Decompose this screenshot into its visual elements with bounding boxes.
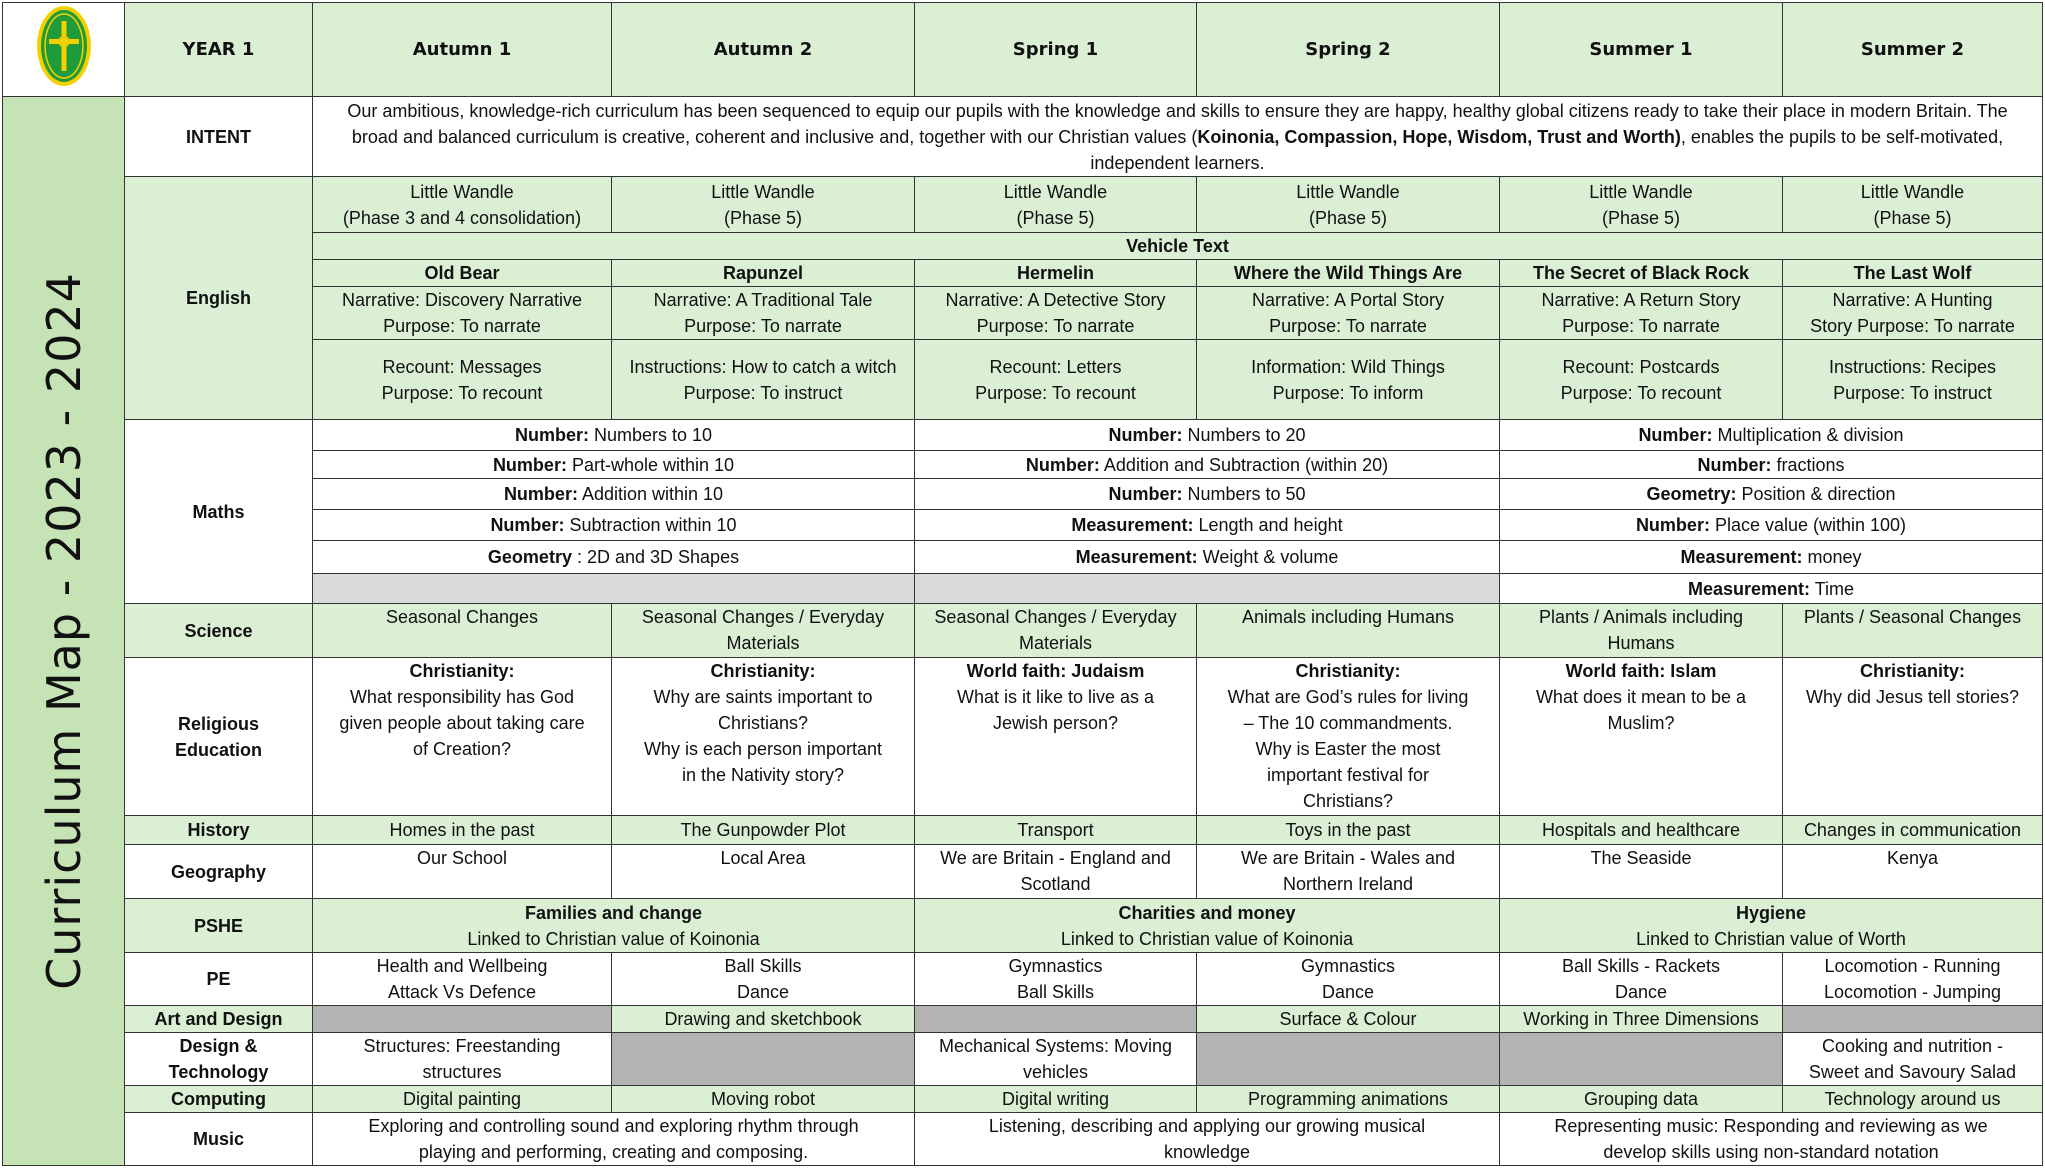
nonfiction-cell: Information: Wild Things Purpose: To inform [1197, 340, 1500, 420]
maths-autumn-item: Number: Subtraction within 10 [313, 510, 915, 541]
geography-cell: Local Area [612, 845, 915, 899]
dt-empty-cell [1500, 1033, 1783, 1086]
term-header-spring-1: Spring 1 [915, 3, 1197, 97]
art-empty-cell [915, 1006, 1197, 1033]
science-cell: Animals including Humans [1197, 604, 1500, 658]
dt-cell: Mechanical Systems: Moving vehicles [915, 1033, 1197, 1086]
narrative-cell: Narrative: A Hunting Story Purpose: To narrate [1783, 287, 2043, 340]
computing-cell: Digital writing [915, 1086, 1197, 1113]
narrative-cell: Narrative: Discovery Narrative Purpose: To narrate [313, 287, 612, 340]
re-cell: Christianity: What responsibility has God given people about taking care of Creation? [313, 658, 612, 816]
subject-pshe: PSHE [125, 899, 313, 953]
geography-cell: We are Britain - England and Scotland [915, 845, 1197, 899]
computing-cell: Moving robot [612, 1086, 915, 1113]
music-cell: Exploring and controlling sound and exploring rhythm through playing and performing, creating and composing. [313, 1113, 915, 1166]
maths-spring-item: Number: Addition and Subtraction (within 20) [915, 451, 1500, 479]
narrative-cell: Narrative: A Detective Story Purpose: To narrate [915, 287, 1197, 340]
history-cell: Changes in communication [1783, 816, 2043, 845]
subject-history: History [125, 816, 313, 845]
narrative-cell: Narrative: A Return Story Purpose: To narrate [1500, 287, 1783, 340]
pe-cell: Locomotion - Running Locomotion - Jumping [1783, 953, 2043, 1006]
term-header-spring-2: Spring 2 [1197, 3, 1500, 97]
maths-spring-item: Measurement: Length and height [915, 510, 1500, 541]
dt-cell: Cooking and nutrition - Sweet and Savoury Salad [1783, 1033, 2043, 1086]
maths-autumn-item: Number: Addition within 10 [313, 479, 915, 510]
nonfiction-cell: Instructions: How to catch a witch Purpose: To instruct [612, 340, 915, 420]
subject-computing: Computing [125, 1086, 313, 1113]
maths-summer-item: Number: Multiplication & division [1500, 420, 2043, 451]
maths-autumn-item: Number: Numbers to 10 [313, 420, 915, 451]
nonfiction-cell: Recount: Postcards Purpose: To recount [1500, 340, 1783, 420]
school-logo [3, 3, 125, 97]
book-title: Old Bear [313, 260, 612, 287]
phonics-cell: Little Wandle (Phase 3 and 4 consolidation) [313, 177, 612, 233]
art-cell: Working in Three Dimensions [1500, 1006, 1783, 1033]
computing-cell: Grouping data [1500, 1086, 1783, 1113]
maths-summer-item: Number: fractions [1500, 451, 2043, 479]
maths-spring-item: Number: Numbers to 20 [915, 420, 1500, 451]
subject-art-and-design: Art and Design [125, 1006, 313, 1033]
science-cell: Plants / Animals including Humans [1500, 604, 1783, 658]
book-title: Rapunzel [612, 260, 915, 287]
narrative-cell: Narrative: A Portal Story Purpose: To narrate [1197, 287, 1500, 340]
history-cell: The Gunpowder Plot [612, 816, 915, 845]
intent-label: INTENT [125, 97, 313, 177]
curriculum-table [2, 2, 2043, 1166]
science-cell: Seasonal Changes [313, 604, 612, 658]
pe-cell: Ball Skills - Rackets Dance [1500, 953, 1783, 1006]
school-crest-icon [34, 3, 94, 89]
subject-geography: Geography [125, 845, 313, 899]
subject-pe: PE [125, 953, 313, 1006]
pe-cell: Gymnastics Ball Skills [915, 953, 1197, 1006]
maths-summer-item: Number: Place value (within 100) [1500, 510, 2043, 541]
sidebar-title: Curriculum Map - 2023 - 2024 [36, 272, 91, 990]
pe-cell: Health and Wellbeing Attack Vs Defence [313, 953, 612, 1006]
nonfiction-cell: Recount: Letters Purpose: To recount [915, 340, 1197, 420]
year-header: YEAR 1 [125, 3, 313, 97]
subject-maths: Maths [125, 420, 313, 604]
pshe-cell: Charities and money Linked to Christian value of Koinonia [915, 899, 1500, 953]
computing-cell: Programming animations [1197, 1086, 1500, 1113]
art-cell: Drawing and sketchbook [612, 1006, 915, 1033]
intent-statement: Our ambitious, knowledge-rich curriculum has been sequenced to equip our pupils with the knowledge and skills to ensure they are happy, healthy global citizens ready to take their place in modern Britain. The broad and balanced curriculum is creative, coherent and inclusive and, together with our Christian values (Koinonia, Compassion, Hope, Wisdom, Trust and Worth), enables the pupils to be self-motivated, independent learners. [313, 97, 2043, 177]
re-cell: Christianity: What are God’s rules for living – The 10 commandments. Why is Easter the most important festival for Christians? [1197, 658, 1500, 816]
term-header-autumn-1: Autumn 1 [313, 3, 612, 97]
maths-autumn-item: Number: Part-whole within 10 [313, 451, 915, 479]
art-empty-cell [313, 1006, 612, 1033]
pshe-cell: Families and change Linked to Christian value of Koinonia [313, 899, 915, 953]
maths-autumn-item: Geometry : 2D and 3D Shapes [313, 541, 915, 574]
book-title: Hermelin [915, 260, 1197, 287]
art-empty-cell [1783, 1006, 2043, 1033]
book-title: The Last Wolf [1783, 260, 2043, 287]
nonfiction-cell: Instructions: Recipes Purpose: To instruct [1783, 340, 2043, 420]
history-cell: Transport [915, 816, 1197, 845]
re-cell: Christianity: Why did Jesus tell stories? [1783, 658, 2043, 816]
phonics-cell: Little Wandle (Phase 5) [1500, 177, 1783, 233]
re-cell: World faith: Judaism What is it like to live as a Jewish person? [915, 658, 1197, 816]
phonics-cell: Little Wandle (Phase 5) [1783, 177, 2043, 233]
history-cell: Toys in the past [1197, 816, 1500, 845]
science-cell: Seasonal Changes / Everyday Materials [915, 604, 1197, 658]
science-cell: Seasonal Changes / Everyday Materials [612, 604, 915, 658]
maths-summer-item: Measurement: Time [1500, 574, 2043, 604]
term-header-summer-2: Summer 2 [1783, 3, 2043, 97]
term-header-autumn-2: Autumn 2 [612, 3, 915, 97]
computing-cell: Technology around us [1783, 1086, 2043, 1113]
maths-empty-cell [313, 574, 915, 604]
science-cell: Plants / Seasonal Changes [1783, 604, 2043, 658]
christian-values: Koinonia, Compassion, Hope, Wisdom, Trust and Worth) [1197, 126, 1681, 147]
dt-empty-cell [612, 1033, 915, 1086]
pshe-cell: Hygiene Linked to Christian value of Worth [1500, 899, 2043, 953]
dt-cell: Structures: Freestanding structures [313, 1033, 612, 1086]
re-cell: World faith: Islam What does it mean to be a Muslim? [1500, 658, 1783, 816]
phonics-cell: Little Wandle (Phase 5) [1197, 177, 1500, 233]
book-title: The Secret of Black Rock [1500, 260, 1783, 287]
geography-cell: Our School [313, 845, 612, 899]
narrative-cell: Narrative: A Traditional Tale Purpose: To narrate [612, 287, 915, 340]
geography-cell: We are Britain - Wales and Northern Ireland [1197, 845, 1500, 899]
subject-science: Science [125, 604, 313, 658]
sidebar-title-cell [3, 97, 125, 1166]
dt-empty-cell [1197, 1033, 1500, 1086]
subject-design-technology: Design & Technology [125, 1033, 313, 1086]
maths-spring-item: Measurement: Weight & volume [915, 541, 1500, 574]
maths-empty-cell [915, 574, 1500, 604]
geography-cell: Kenya [1783, 845, 2043, 899]
re-cell: Christianity: Why are saints important to Christians? Why is each person important in the Nativity story? [612, 658, 915, 816]
maths-summer-item: Geometry: Position & direction [1500, 479, 2043, 510]
maths-summer-item: Measurement: money [1500, 541, 2043, 574]
computing-cell: Digital painting [313, 1086, 612, 1113]
subject-english: English [125, 177, 313, 420]
term-header-summer-1: Summer 1 [1500, 3, 1783, 97]
pe-cell: Gymnastics Dance [1197, 953, 1500, 1006]
subject-music: Music [125, 1113, 313, 1166]
nonfiction-cell: Recount: Messages Purpose: To recount [313, 340, 612, 420]
pe-cell: Ball Skills Dance [612, 953, 915, 1006]
art-cell: Surface & Colour [1197, 1006, 1500, 1033]
geography-cell: The Seaside [1500, 845, 1783, 899]
phonics-cell: Little Wandle (Phase 5) [915, 177, 1197, 233]
book-title: Where the Wild Things Are [1197, 260, 1500, 287]
vehicle-text-heading: Vehicle Text [313, 233, 2043, 260]
maths-spring-item: Number: Numbers to 50 [915, 479, 1500, 510]
subject-religious-education: Religious Education [125, 658, 313, 816]
history-cell: Homes in the past [313, 816, 612, 845]
history-cell: Hospitals and healthcare [1500, 816, 1783, 845]
music-cell: Representing music: Responding and reviewing as we develop skills using non-standard notation [1500, 1113, 2043, 1166]
music-cell: Listening, describing and applying our growing musical knowledge [915, 1113, 1500, 1166]
phonics-cell: Little Wandle (Phase 5) [612, 177, 915, 233]
